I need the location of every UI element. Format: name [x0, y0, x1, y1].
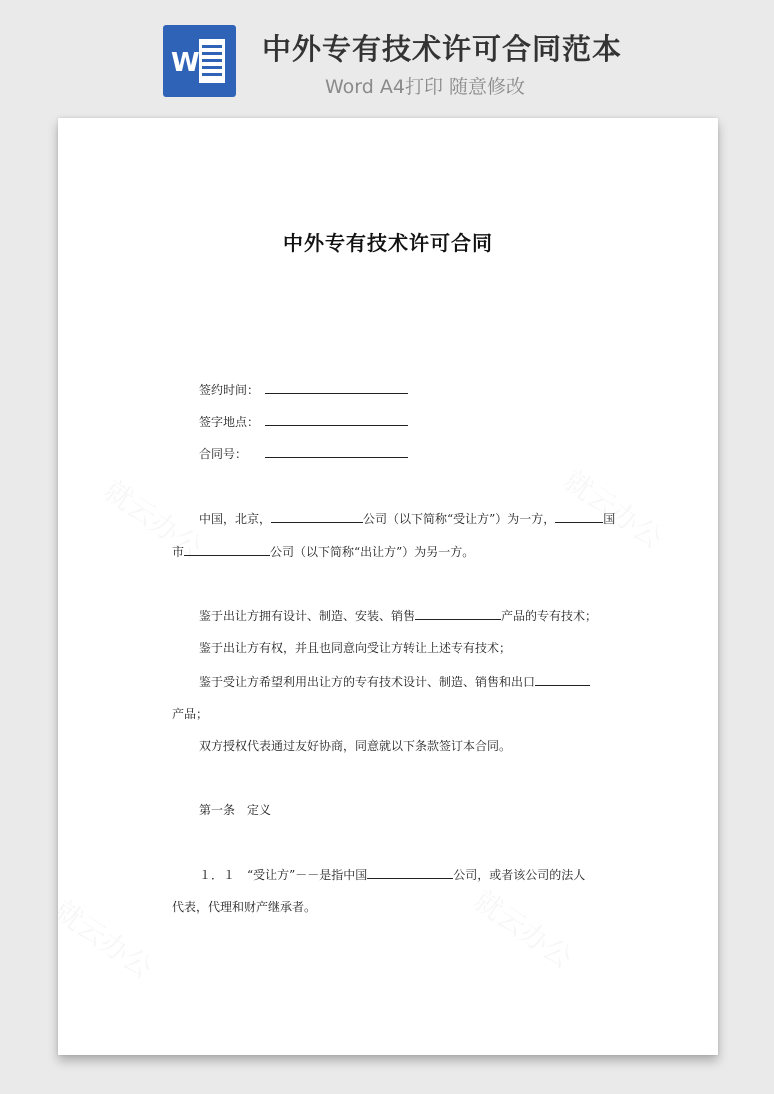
contract-no-blank[interactable]	[265, 445, 408, 458]
sign-place-blank[interactable]	[265, 413, 408, 426]
country-blank[interactable]	[555, 510, 603, 523]
sign-place-row	[199, 413, 408, 430]
clause-1-1: １．１ “受让方”－－是指中国 公司，或者该公司的法人	[199, 868, 586, 882]
sign-place-label: 签字地点：	[199, 415, 260, 429]
recital-4: 双方授权代表通过友好协商，同意就以下条款签订本合同。	[199, 739, 512, 753]
recital-3: 鉴于受让方希望利用出让方的专有技术设计、制造、销售和出口	[199, 673, 590, 690]
party-a-blank[interactable]	[271, 510, 363, 523]
paragraph-parties-line2: 市 公司（以下简称“出让方”）为另一方。	[172, 545, 475, 559]
sign-time-row	[199, 381, 408, 398]
product-blank[interactable]	[415, 607, 501, 620]
banner-title: 中外专有技术许可合同范本	[262, 32, 623, 66]
contract-no-label: 合同号：	[199, 447, 248, 461]
licensee-company-blank[interactable]	[367, 866, 453, 879]
word-logo-letter: W	[171, 48, 200, 78]
paragraph-parties-line1: 中国，北京， 公司（以下简称“受让方”）为一方， 国	[199, 512, 616, 526]
watermark	[467, 879, 582, 976]
recital-3-cont: 产品；	[172, 707, 209, 721]
header-banner	[0, 0, 774, 118]
clause-1-1-cont: 代表，代理和财产继承者。	[172, 900, 317, 914]
banner-subtitle: Word A4打印 随意修改	[325, 76, 526, 98]
document-page	[58, 118, 718, 1055]
recital-1: 鉴于出让方拥有设计、制造、安装、销售 产品的专有技术；	[199, 609, 598, 623]
watermark	[557, 459, 672, 556]
word-icon	[163, 25, 236, 97]
document-title: 中外专有技术许可合同	[283, 231, 493, 255]
watermark	[58, 889, 161, 986]
article-1-heading: 第一条 定义	[199, 803, 272, 817]
sign-time-blank[interactable]	[265, 381, 408, 394]
export-product-blank[interactable]	[535, 673, 590, 686]
party-b-blank[interactable]	[184, 543, 270, 556]
recital-2: 鉴于出让方有权，并且也同意向受让方转让上述专有技术；	[199, 641, 512, 655]
contract-no-row	[199, 445, 408, 462]
sign-time-label: 签约时间：	[199, 383, 260, 397]
